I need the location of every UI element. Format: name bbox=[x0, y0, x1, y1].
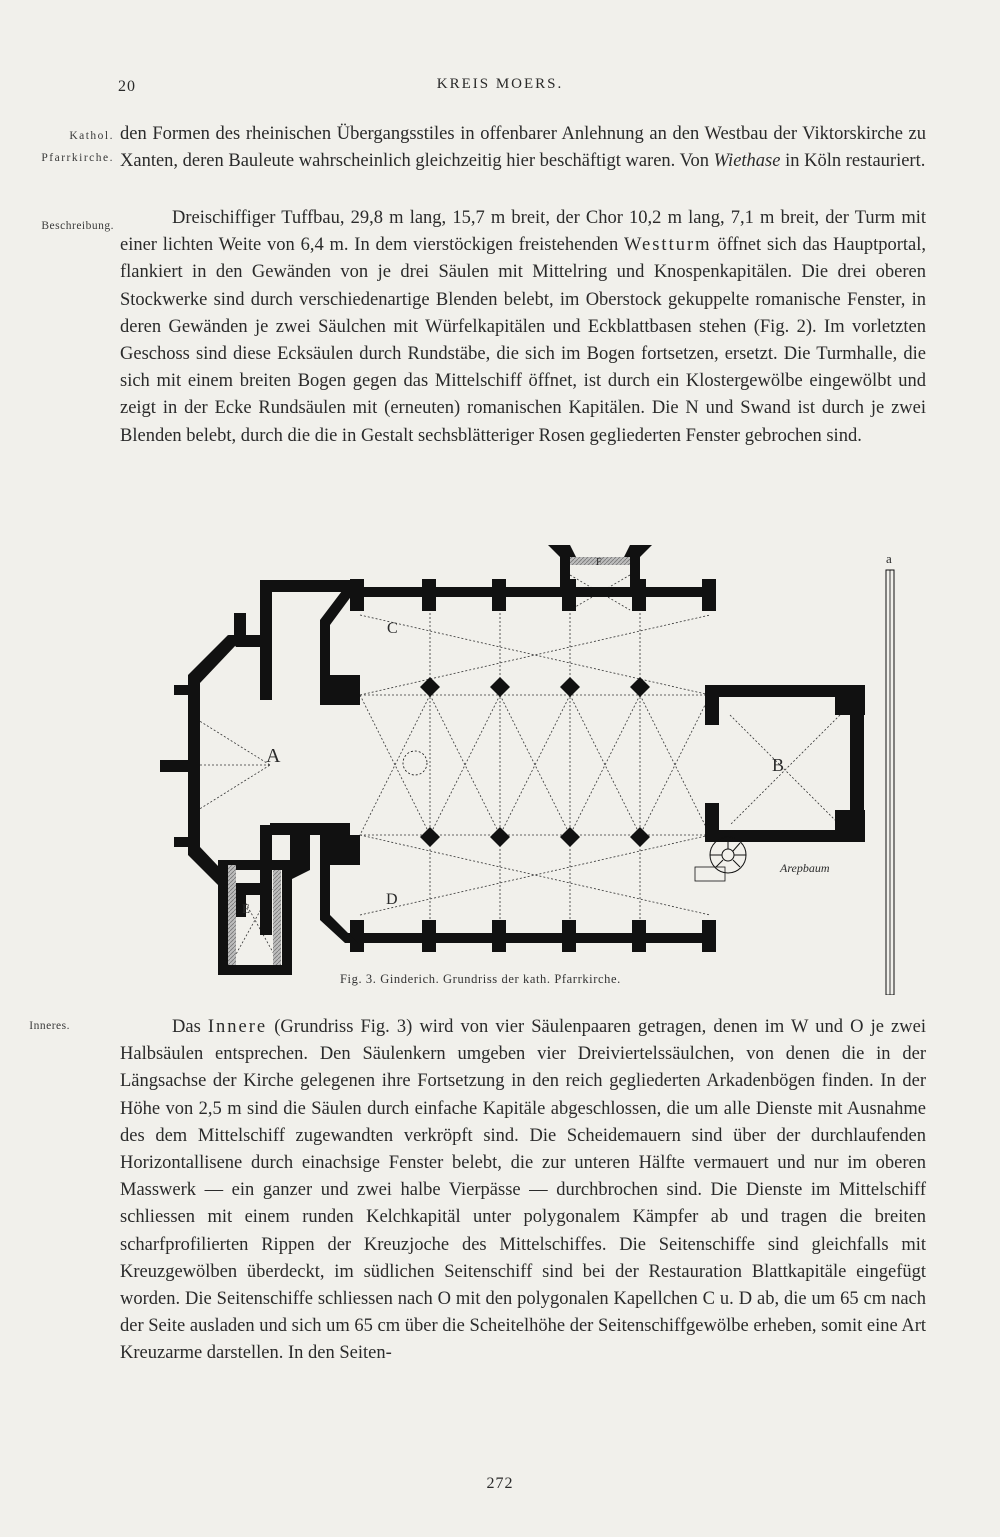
scale-bar-letter: a bbox=[886, 551, 892, 566]
paragraph-beschreibung bbox=[120, 205, 926, 450]
sheet-number: 272 bbox=[486, 1475, 514, 1492]
paragraph-intro-text: den Formen des rheinischen Übergangsstiles in offenbarer Anlehnung an den Westbau der Viktorskirche zu Xanten, deren Bauleute wahrscheinlich gleichzeitig hier beschäftigt waren. Von bbox=[120, 124, 926, 172]
draughtsman-signature: Arepbaum bbox=[780, 861, 830, 875]
running-title: KREIS MOERS. bbox=[436, 76, 564, 92]
paragraph-beschreibung-text-b: öffnet sich das Hauptportal, flankiert in den Gewänden von je drei Säulen mit Mittelring und Knospenkapitälen. Die drei oberen Stockwerke sind durch verschiedenartige Blenden belebt, im Oberstock gekuppelte romanische Fenster, in deren Gewänden je zwei Säulchen mit Würfelkapitälen und Eckblattbasen stehen (Fig. 2). Im vorletzten Geschoss sind diese Ecksäulen durch Rundstäbe, die sich im Bogen fortsetzen, ersetzt. Die Turmhalle, die sich mit einem breiten Bogen gegen das Mittelschiff öffnet, ist durch ein Klostergewölbe eingewölbt und zeigt in der Ecke Rundsäulen mit (erneuten) romanischen Kapitälen. Die N und Swand ist durch je zwei Blenden belebt, durch die die in Gestalt sechsblätteriger Rosen gegliederten Fenster gebrochen sind. bbox=[120, 235, 926, 446]
margin-note-kathol: Kathol. bbox=[69, 130, 114, 142]
plan-label-f: F bbox=[596, 557, 602, 568]
architect-name: Wiethase bbox=[713, 151, 781, 172]
floor-plan-drawing bbox=[130, 535, 910, 995]
page-number: 20 bbox=[118, 78, 136, 95]
floor-plan-figure bbox=[130, 535, 910, 995]
innere-term: Innere bbox=[207, 1017, 268, 1037]
figure-caption: Fig. 3. Ginderich. Grundriss der kath. Pfarrkirche. bbox=[340, 972, 621, 986]
paragraph-inneres-text-b: (Grundriss Fig. 3) wird von vier Säulenpaaren getragen, denen im W und O je zwei Halbsäulen entsprechen. Den Säulenkern umgeben vier Dreiviertelssäulchen, von denen die in der Längsachse der Kirche gelegenen ihre Fortsetzung in den reich gegliederten Arkadenbögen finden. In der Höhe von 2,5 m sind die Säulen durch einfache Kapitäle abgeschlossen, die um alle Dienste mit Ausnahme des dem Mittelschiff zugewandten verkröpft sind. Die Scheidemauern sind über der durchlaufenden Horizontallisene durch einachsige Fenster belebt, die zur unteren Hälfte vermauert und nur im oberen Masswerk — ein ganzer und zwei halbe Vierpässe — durchbrochen sind. Die Dienste im Mittelschiff schliessen mit einem runden Kelchkapitäl unter polygonalem Kämpfer ab und tragen die breiten scharfprofilierten Rippen der Kreuzjoche des Mittelschiffes. Die Seitenschiffe sind gleichfalls mit Kreuzgewölben überdeckt, im südlichen Seitenschiff sind bei der Restauration Blattkapitäle eingefügt worden. Die Seitenschiffe schliessen nach O mit den polygonalen Kapellchen C u. D ab, die um 65 cm nach der Seite ausladen und sich um 65 cm über die Scheitelhöhe der Seitenschiffgewölbe erheben, somit eine Art Kreuzarme darstellen. In den Seiten- bbox=[120, 1017, 926, 1364]
paragraph-inneres-text-a: Das bbox=[172, 1017, 208, 1037]
margin-note-pfarrkirche: Pfarrkirche. bbox=[41, 152, 114, 164]
plan-label-c: C bbox=[387, 620, 398, 637]
plan-label-a: A bbox=[266, 745, 281, 767]
paragraph-intro-end: in Köln restauriert. bbox=[780, 151, 926, 172]
margin-note-inneres: Inneres. bbox=[29, 1020, 70, 1032]
plan-label-d: D bbox=[386, 891, 398, 908]
westturm-term: Westturm bbox=[624, 235, 712, 256]
paragraph-inneres bbox=[120, 1014, 926, 1368]
plan-label-e: E bbox=[242, 901, 250, 916]
paragraph-beschreibung-text-a: Dreischiffiger Tuffbau, 29,8 m lang, 15,7 m breit, der Chor 10,2 m lang, 7,1 m breit, der Turm mit einer lichten Weite von 6,4 m. In dem vierstöckigen freistehenden bbox=[120, 208, 926, 256]
paragraph-intro bbox=[120, 121, 926, 175]
plan-label-b: B bbox=[772, 755, 785, 775]
margin-note-beschreibung: Beschreibung. bbox=[41, 220, 114, 232]
